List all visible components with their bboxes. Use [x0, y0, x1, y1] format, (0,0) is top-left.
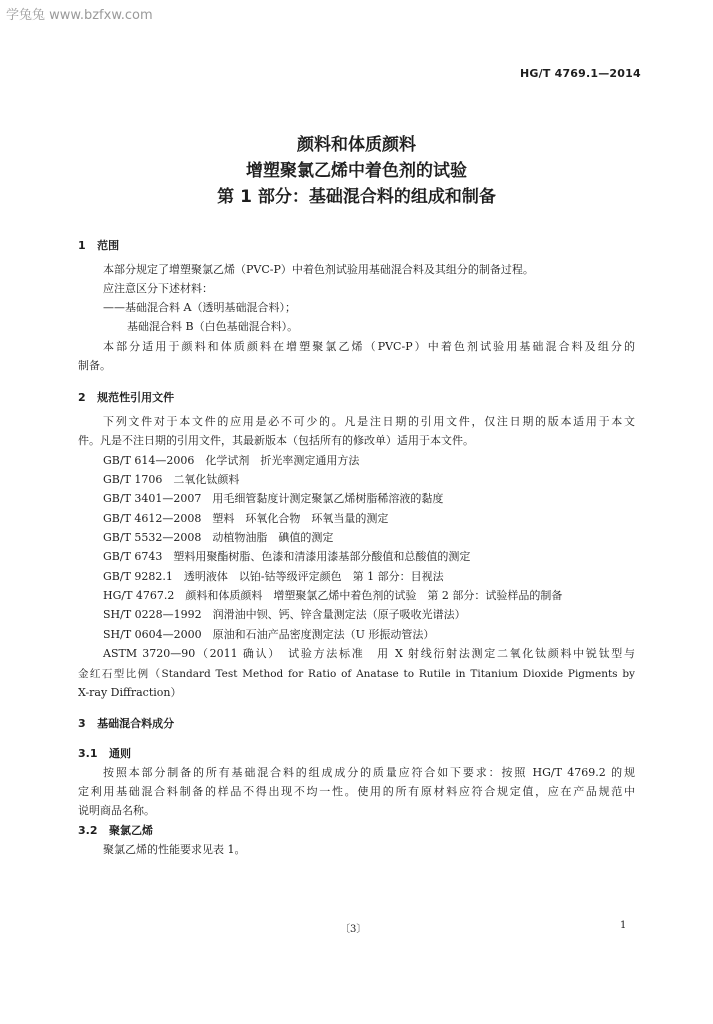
reference-item: GB/T 4612—2008 塑料 环氧化合物 环氧当量的测定 [103, 512, 389, 525]
reference-item-continued: 金红石型比例（Standard Test Method for Ratio of Anatase to Rutile in Titanium Dioxide Pigments by [78, 668, 635, 680]
list-item: ——基础混合料 A（透明基础混合料）； [103, 301, 296, 314]
title-line-1: 颜料和体质颜料 [297, 135, 416, 155]
standard-number: HG/T 4769.1—2014 [520, 67, 641, 80]
paragraph-line: 件。凡是不注日期的引用文件，其最新版本（包括所有的修改单）适用于本文件。 [78, 434, 474, 447]
paragraph-line: 制备。 [78, 359, 111, 372]
title-line-2: 增塑聚氯乙烯中着色剂的试验 [246, 161, 467, 181]
paragraph-line: 定利用基础混合料制备的样品不得出现不均一性。使用的所有原材料应符合规定值，应在产品规范中 [78, 785, 635, 798]
section-title: 规范性引用文件 [97, 391, 175, 404]
reference-item: HG/T 4767.2 颜料和体质颜料 增塑聚氯乙烯中着色剂的试验 第 2 部分：试验样品的制备 [103, 589, 563, 602]
watermark: 学兔兔 www.bzfxw.com [6, 8, 153, 23]
reference-item: ASTM 3720—90（2011 确认） 试验方法标准 用 X 射线衍射法测定二氧化钛颜料中锐钛型与 [103, 647, 635, 660]
paragraph-line: 下列文件对于本文件的应用是必不可少的。凡是注日期的引用文件，仅注日期的版本适用于本文 [103, 415, 635, 428]
reference-item: SH/T 0604—2000 原油和石油产品密度测定法（U 形振动管法） [103, 628, 435, 641]
section-number: 3 [78, 717, 86, 730]
reference-item: GB/T 3401—2007 用毛细管黏度计测定聚氯乙烯树脂稀溶液的黏度 [103, 492, 444, 505]
reference-item: GB/T 614—2006 化学试剂 折光率测定通用方法 [103, 454, 360, 467]
reference-item: GB/T 6743 塑料用聚酯树脂、色漆和清漆用漆基部分酸值和总酸值的测定 [103, 550, 471, 563]
section-2-heading [78, 389, 174, 405]
subsection-number: 3.1 [78, 747, 98, 760]
section-3-heading [78, 715, 174, 731]
section-1-heading [78, 237, 119, 253]
paragraph-line: 本部分适用于颜料和体质颜料在增塑聚氯乙烯（PVC-P）中着色剂试验用基础混合料及组分的 [103, 340, 635, 353]
section-title: 范围 [97, 239, 120, 252]
subsection-title: 通则 [109, 747, 131, 760]
paragraph: 本部分规定了增塑聚氯乙烯（PVC-P）中着色剂试验用基础混合料及其组分的制备过程。 [103, 263, 534, 276]
paragraph-line: 说明商品名称。 [78, 804, 155, 817]
title-line-3: 第 1 部分：基础混合料的组成和制备 [217, 187, 496, 207]
section-number: 2 [78, 391, 86, 404]
subsection-title: 聚氯乙烯 [109, 824, 153, 837]
paragraph-line: 按照本部分制备的所有基础混合料的组成成分的质量应符合如下要求：按照 HG/T 4769.2 的规 [103, 766, 635, 779]
subsection-3-1-heading [78, 745, 131, 761]
page-number: 1 [620, 920, 627, 931]
paragraph: 聚氯乙烯的性能要求见表 1。 [103, 843, 246, 856]
reference-item-continued: X-ray Diffraction） [78, 686, 182, 699]
subsection-3-2-heading [78, 822, 153, 838]
section-number: 1 [78, 239, 86, 252]
reference-item: GB/T 5532—2008 动植物油脂 碘值的测定 [103, 531, 334, 544]
reference-item: GB/T 1706 二氧化钛颜料 [103, 473, 240, 486]
subsection-number: 3.2 [78, 824, 98, 837]
reference-item: GB/T 9282.1 透明液体 以铂-钴等级评定颜色 第 1 部分：目视法 [103, 570, 444, 583]
footer-center-mark: 〔3〕 [340, 924, 367, 935]
list-item: 基础混合料 B（白色基础混合料）。 [127, 320, 299, 333]
paragraph: 应注意区分下述材料： [103, 282, 213, 295]
section-title: 基础混合料成分 [97, 717, 175, 730]
reference-item: SH/T 0228—1992 润滑油中钡、钙、锌含量测定法（原子吸收光谱法） [103, 608, 466, 621]
